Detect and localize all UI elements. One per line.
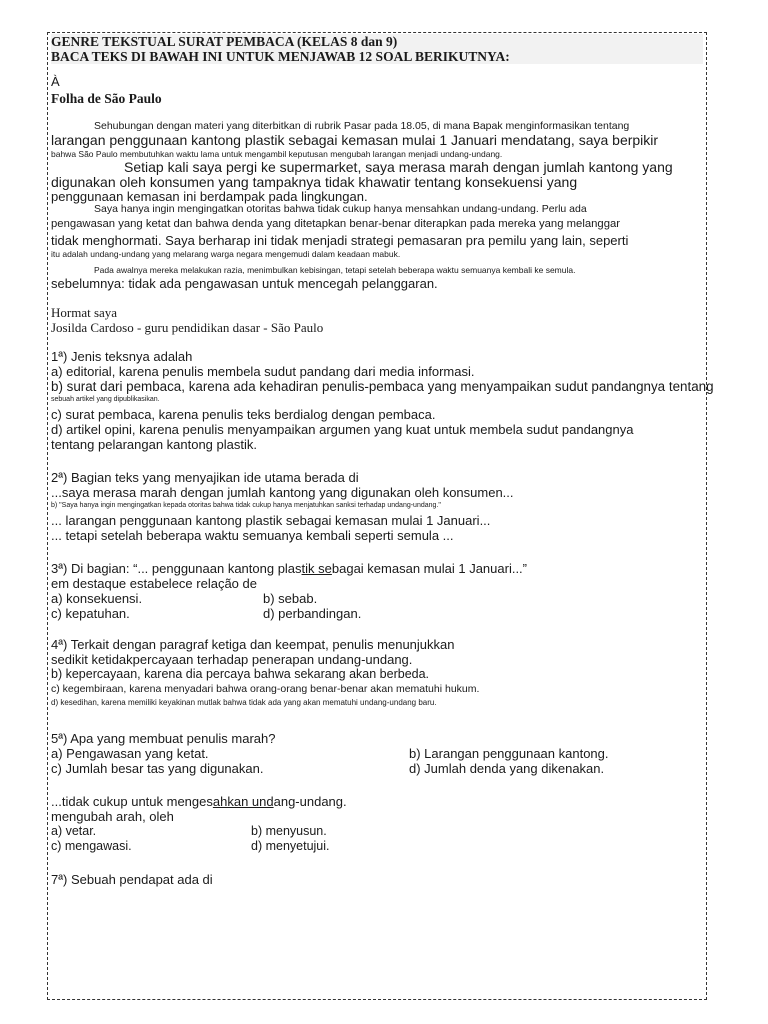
question-5 — [51, 731, 767, 776]
letter-signature: Josilda Cardoso - guru pendidikan dasar - São Paulo — [51, 320, 324, 335]
question-stem: 7ª) Sebuah pendapat ada di — [51, 872, 213, 887]
option-c: c) kegembiraan, karena menyadari bahwa orang-orang benar-benar akan mematuhi hukum. — [51, 683, 480, 695]
letter-line: tidak menghormati. Saya berharap ini tidak menjadi strategi pemasaran pra pemilu yang lain, seperti — [51, 233, 629, 248]
question-stem: 5ª) Apa yang membuat penulis marah? — [51, 731, 276, 746]
question-2 — [51, 470, 767, 543]
options-row — [51, 839, 767, 854]
option-d: d) perbandingan. — [263, 606, 362, 621]
option-b: b) sebab. — [263, 591, 318, 606]
option-d-cont: tentang pelarangan kantong plastik. — [51, 437, 257, 452]
letter-line: Saya hanya ingin mengingatkan otoritas bahwa tidak cukup hanya mensahkan undang-undang. Perlu ada — [94, 203, 587, 215]
option-d: d) kesedihan, karena memiliki keyakinan mutlak bahwa tidak ada yang akan mematuhi undang-undang baru. — [51, 698, 437, 707]
option-b: b) surat dari pembaca, karena ada kehadiran penulis-pembaca yang menyampaikan sudut pandangnya tentang — [51, 379, 714, 394]
underlined-term: ahkan und — [212, 794, 274, 809]
option-a: a) vetar. — [51, 824, 97, 838]
page-title: GENRE TEKSTUAL SURAT PEMBACA (KELAS 8 dan 9) — [51, 34, 398, 49]
options-row — [51, 591, 767, 606]
option-c: c) mengawasi. — [51, 839, 132, 853]
question-stem — [51, 561, 767, 576]
letter-body — [51, 120, 767, 291]
letter-salutation: À — [51, 74, 60, 89]
options-row — [51, 824, 767, 839]
letter-line: penggunaan kemasan ini berdampak pada lingkungan. — [51, 189, 368, 204]
question-6 — [51, 794, 767, 854]
question-stem: 1ª) Jenis teksnya adalah — [51, 349, 193, 364]
option-d: ... tetapi setelah beberapa waktu semuanya kembali seperti semula ... — [51, 528, 454, 543]
question-stem-cont: em destaque estabelece relação de — [51, 576, 257, 591]
question-stem-cont: sedikit ketidakpercayaan terhadap penerapan undang-undang. — [51, 652, 413, 667]
question-7 — [51, 872, 767, 887]
options-row — [51, 746, 767, 761]
options-row — [51, 606, 767, 621]
option-c: c) Jumlah besar tas yang digunakan. — [51, 761, 264, 776]
option-d: d) menyetujui. — [251, 839, 330, 853]
question-stem: 2ª) Bagian teks yang menyajikan ide utama berada di — [51, 470, 359, 485]
option-a: a) editorial, karena penulis membela sudut pandang dari media informasi. — [51, 364, 475, 379]
letter-line: pengawasan yang ketat dan bahwa denda yang ditetapkan benar-benar diterapkan pada mereka yang melanggar — [51, 218, 621, 230]
option-a: ...saya merasa marah dengan jumlah kantong yang digunakan oleh konsumen... — [51, 485, 514, 500]
option-b: b) kepercayaan, karena dia percaya bahwa sekarang akan berbeda. — [51, 667, 430, 681]
option-b: b) Larangan penggunaan kantong. — [409, 746, 609, 761]
question-1 — [51, 349, 767, 452]
letter-line: Setiap kali saya pergi ke supermarket, saya merasa marah dengan jumlah kantong yang — [124, 159, 673, 175]
instruction-heading: BACA TEKS DI BAWAH INI UNTUK MENJAWAB 12 SOAL BERIKUTNYA: — [51, 49, 510, 64]
question-3 — [51, 561, 767, 621]
option-c: c) surat pembaca, karena penulis teks berdialog dengan pembaca. — [51, 407, 436, 422]
letter-line: itu adalah undang-undang yang melarang warga negara mengemudi dalam keadaan mabuk. — [51, 249, 401, 259]
option-b: b) menyusun. — [251, 824, 327, 838]
option-d: d) Jumlah denda yang dikenakan. — [409, 761, 605, 776]
option-a: a) Pengawasan yang ketat. — [51, 746, 209, 761]
question-stem-part: ang-undang. — [273, 794, 347, 809]
letter-closing: Hormat saya — [51, 305, 118, 320]
options-row — [51, 761, 767, 776]
letter-line: Sehubungan dengan materi yang diterbitkan di rubrik Pasar pada 18.05, di mana Bapak menginformasikan tentang — [94, 120, 630, 132]
underlined-term: tik se — [301, 561, 332, 576]
header — [51, 34, 703, 64]
question-stem-cont: mengubah arah, oleh — [51, 809, 174, 824]
question-stem-part: ...tidak cukup untuk menges — [51, 794, 213, 809]
letter-line: bahwa São Paulo membutuhkan waktu lama untuk mengambil keputusan mengubah larangan menjadi undang-undang. — [51, 149, 503, 159]
option-c: ... larangan penggunaan kantong plastik sebagai kemasan mulai 1 Januari... — [51, 513, 491, 528]
letter-line: digunakan oleh konsumen yang tampaknya tidak khawatir tentang konsekuensi yang — [51, 174, 578, 190]
worksheet — [51, 34, 767, 887]
question-4 — [51, 637, 767, 709]
letter-line: sebelumnya: tidak ada pengawasan untuk mencegah pelanggaran. — [51, 276, 438, 291]
question-stem — [51, 794, 767, 809]
letter-recipient: Folha de São Paulo — [51, 91, 162, 106]
question-stem-part: 3ª) Di bagian: “... penggunaan kantong plas — [51, 561, 302, 576]
question-stem: 4ª) Terkait dengan paragraf ketiga dan keempat, penulis menunjukkan — [51, 637, 455, 652]
option-b: b) "Saya hanya ingin mengingatkan kepada otoritas bahwa tidak cukup hanya menjatuhkan sanksi terhadap undang-undang." — [51, 502, 441, 509]
option-d: d) artikel opini, karena penulis menyampaikan argumen yang kuat untuk membela sudut pandangnya — [51, 422, 634, 437]
question-stem-part: bagai kemasan mulai 1 Januari...” — [331, 561, 527, 576]
letter-line: Pada awalnya mereka melakukan razia, menimbulkan kebisingan, tetapi setelah beberapa waktu semuanya kembali ke semula. — [94, 265, 576, 275]
letter-line: larangan penggunaan kantong plastik sebagai kemasan mulai 1 Januari mendatang, saya berpikir — [51, 132, 659, 148]
option-c: c) kepatuhan. — [51, 606, 130, 621]
option-a: a) konsekuensi. — [51, 591, 143, 606]
option-b-cont: sebuah artikel yang dipublikasikan. — [51, 396, 160, 403]
